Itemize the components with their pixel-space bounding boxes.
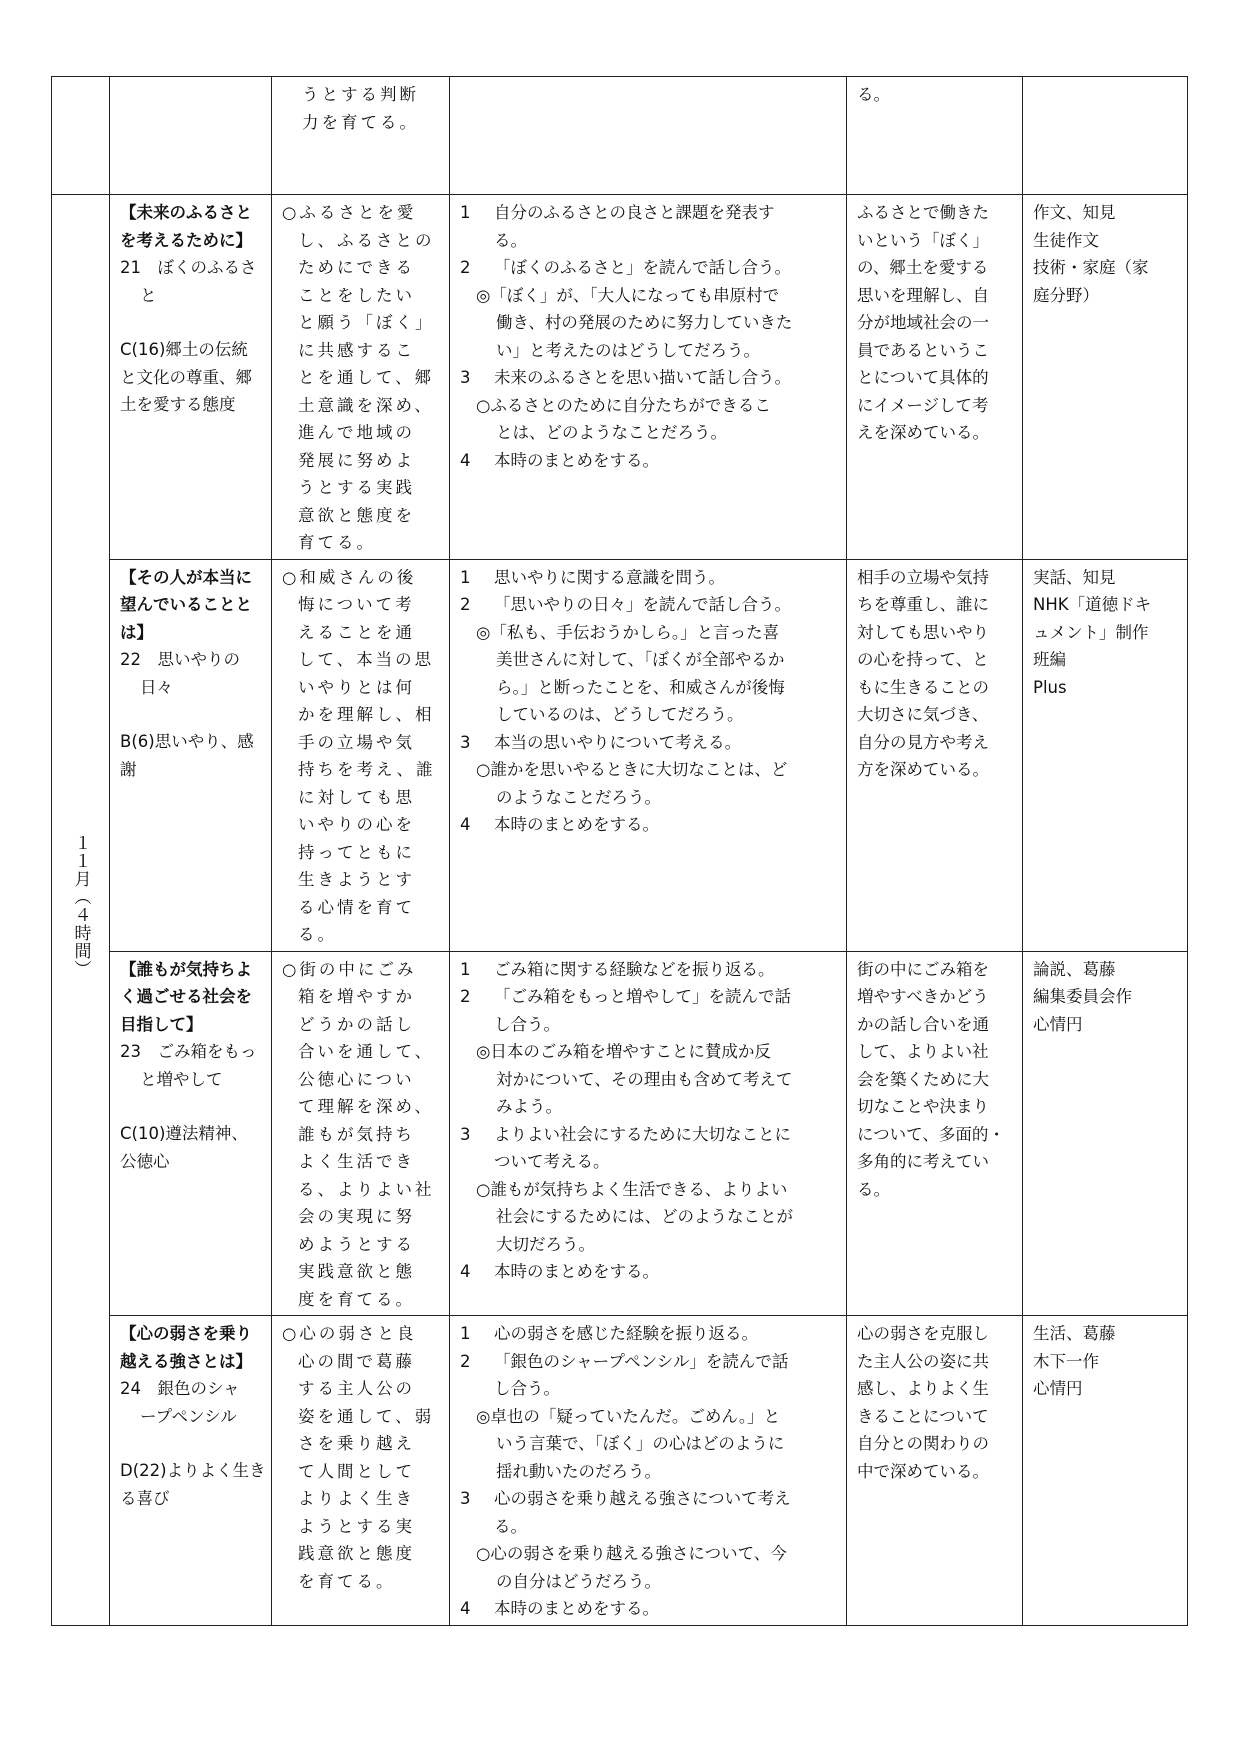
- question-text: 日本のごみ箱を増やすことに賛成か反: [490, 1042, 771, 1061]
- eval-line: 思いを理解し、自: [857, 285, 989, 305]
- note-line: 庭分野）: [1033, 285, 1099, 305]
- question-marker: ○: [476, 1179, 491, 1199]
- aim-line: めようとする: [298, 1234, 415, 1254]
- flow-cell: [450, 1316, 847, 1626]
- flow-step: [460, 1258, 841, 1286]
- question-text: 対かについて、その理由も含めて考えて: [496, 1069, 793, 1089]
- question-text: 誰もが気持ちよく生活できる、よりよい: [490, 1179, 788, 1199]
- step-text: る。: [494, 1516, 527, 1536]
- question-text: 心の弱さを乗り越える強さについて、今: [490, 1544, 787, 1563]
- aim-line: えることを通: [298, 622, 415, 642]
- step-text: 本時のまとめをする。: [494, 1599, 659, 1618]
- value-item-line: C(10)遵法精神、: [120, 1124, 248, 1143]
- aim-cell: [272, 559, 450, 951]
- value-item-line: D(22)よりよく生き: [120, 1461, 266, 1480]
- step-text: し合う。: [494, 1014, 560, 1034]
- eval-line: して、よりよい社: [857, 1042, 989, 1061]
- flow-question: [460, 392, 841, 420]
- flow-question: [460, 1403, 841, 1431]
- spacer: [120, 1430, 266, 1457]
- step-number: 4: [460, 1262, 471, 1281]
- aim-line: る心情を育て: [298, 897, 415, 917]
- title-cell: [110, 951, 272, 1316]
- eval-line: の、郷土を愛する: [857, 258, 989, 277]
- flow-step: [460, 564, 841, 592]
- step-text: 思いやりに関する意識を問う。: [494, 567, 725, 587]
- step-number: 3: [460, 1124, 471, 1144]
- value-item-line: 土を愛する態度: [120, 395, 236, 414]
- note-cell: [1023, 951, 1188, 1316]
- step-number: 3: [460, 1489, 471, 1508]
- flow-step: [460, 1320, 841, 1348]
- eval-line: 対しても思いやり: [857, 622, 989, 642]
- step-number: 1: [460, 959, 471, 979]
- aim-line: 意欲と態度を: [298, 505, 415, 525]
- question-text: しているのは、どうしてだろう。: [496, 705, 744, 724]
- question-text: 美世さんに対して、「ぼくが全部やるか: [496, 650, 785, 669]
- aim-line: 育てる。: [298, 533, 376, 552]
- note-line: 編集委員会作: [1033, 987, 1132, 1006]
- lesson-title-line: 【誰もが気持ちよ: [120, 959, 252, 979]
- aim-line: 誰もが気持ち: [298, 1124, 415, 1144]
- eval-cell: [847, 195, 1023, 560]
- aim-line: ようとする実: [298, 1516, 415, 1536]
- lesson-number-title: 23 ごみ箱をもっ: [120, 1042, 257, 1061]
- eval-line: 街の中にごみ箱を: [857, 959, 989, 979]
- question-text: 大切だろう。: [496, 1234, 595, 1254]
- eval-line: 切なことや決まり: [857, 1097, 989, 1116]
- aim-line: て理解を深め、: [298, 1097, 434, 1116]
- flow-step: [460, 983, 841, 1011]
- eval-cell: [847, 77, 1023, 195]
- aim-line: ことをしたい: [298, 285, 415, 305]
- eval-line: 会を築くために大: [857, 1069, 989, 1089]
- eval-line: 自分の見方や考え: [857, 732, 989, 752]
- eval-line: の心を持って、と: [857, 650, 989, 669]
- step-number: 2: [460, 258, 471, 277]
- eval-line: とについて具体的: [857, 368, 989, 387]
- eval-line: 員であるというこ: [857, 340, 989, 360]
- eval-cell: [847, 951, 1023, 1316]
- title-cell: [110, 195, 272, 560]
- spacer: [120, 701, 266, 728]
- note-line: 論説、葛藤: [1033, 959, 1116, 979]
- value-item-line: と文化の尊重、郷: [120, 367, 252, 387]
- note-line: 心情円: [1033, 1014, 1083, 1034]
- flow-cell-empty: [450, 77, 847, 195]
- question-text: ふるさとのために自分たちができるこ: [490, 395, 771, 415]
- title-cell: [110, 559, 272, 951]
- flow-step: [460, 1595, 841, 1623]
- eval-line: について、多面的・: [857, 1124, 1005, 1144]
- aim-line: 生きようとす: [298, 870, 415, 889]
- aim-line: 会の実現に努: [298, 1207, 415, 1226]
- lesson-title-line: 【その人が本当に: [120, 567, 252, 587]
- flow-question: [460, 1540, 841, 1568]
- aim-line: うとする判断: [302, 85, 419, 104]
- question-marker: ○: [476, 395, 491, 415]
- table-row-lesson-21: [52, 195, 1188, 560]
- step-text: 心の弱さを感じた経験を振り返る。: [494, 1324, 758, 1343]
- aim-line: 度を育てる。: [298, 1289, 415, 1309]
- lesson-number-title: 24 銀色のシャ: [120, 1379, 240, 1398]
- note-line: 生活、葛藤: [1033, 1324, 1116, 1343]
- value-item-line: 謝: [120, 759, 137, 779]
- value-item-line: C(16)郷土の伝統: [120, 340, 248, 359]
- step-text: 自分のふるさとの良さと課題を発表す: [494, 203, 775, 222]
- aim-line: 践意欲と態度: [298, 1544, 415, 1563]
- aim-line: ○街の中にごみ: [282, 959, 417, 979]
- lesson-title-line: は】: [120, 622, 153, 642]
- eval-line: にイメージして考: [857, 395, 989, 415]
- note-line: 木下一作: [1033, 1351, 1099, 1371]
- eval-line: る。: [857, 85, 890, 104]
- step-text: ごみ箱に関する経験などを振り返る。: [494, 959, 775, 979]
- step-text: 本時のまとめをする。: [494, 1262, 659, 1281]
- lesson-number-title: ープペンシル: [140, 1406, 237, 1426]
- question-text: とは、どのようなことだろう。: [496, 423, 727, 442]
- table-row-continued: [52, 77, 1188, 195]
- aim-line: いやりの心を: [298, 815, 415, 834]
- question-text: みよう。: [496, 1097, 562, 1116]
- step-text: る。: [494, 230, 527, 250]
- step-text: ついて考える。: [494, 1152, 610, 1171]
- month-cell: [52, 195, 110, 1626]
- flow-step: [460, 956, 841, 984]
- lesson-title-line: 越える強さとは】: [120, 1351, 252, 1371]
- aim-line: 力を育てる。: [302, 112, 419, 132]
- note-line: 技術・家庭（家: [1033, 258, 1149, 277]
- question-text: いう言葉で、「ぼく」の心はどのように: [496, 1434, 785, 1453]
- note-line: Plus: [1033, 677, 1067, 697]
- flow-question: [460, 619, 841, 647]
- step-number: 4: [460, 815, 471, 834]
- eval-line: 大切さに気づき、: [857, 705, 989, 724]
- note-line: NHK「道徳ドキ: [1033, 595, 1152, 614]
- spacer: [120, 1093, 266, 1120]
- question-marker: ◎: [476, 1406, 491, 1426]
- aim-line: 箱を増やすか: [298, 987, 415, 1006]
- aim-line: いやりとは何: [298, 677, 415, 697]
- aim-cell: [272, 77, 450, 195]
- eval-line: 分が地域社会の一: [857, 313, 989, 332]
- step-text: 心の弱さを乗り越える強さについて考え: [494, 1489, 791, 1508]
- value-item-line: る喜び: [120, 1488, 170, 1508]
- eval-cell: [847, 559, 1023, 951]
- lesson-number-title: 22 思いやりの: [120, 650, 240, 669]
- aim-line: ○ふるさとを愛: [282, 203, 417, 222]
- step-number: 4: [460, 450, 471, 470]
- eval-line: 増やすべきかどう: [857, 987, 989, 1006]
- eval-line: 多角的に考えてい: [857, 1152, 989, 1171]
- spacer: [120, 309, 266, 336]
- title-cell-empty: [110, 77, 272, 195]
- flow-question: [460, 756, 841, 784]
- aim-line: 持ちを考え、誰: [298, 760, 436, 779]
- note-line: 実話、知見: [1033, 567, 1116, 587]
- flow-step: [460, 729, 841, 757]
- note-cell: [1023, 195, 1188, 560]
- flow-step: [460, 254, 841, 282]
- question-marker: ◎: [476, 285, 491, 305]
- aim-line: 進んで地域の: [298, 423, 415, 442]
- note-cell-empty: [1023, 77, 1188, 195]
- question-text: 働き、村の発展のために努力していきた: [496, 313, 793, 332]
- step-text: よりよい社会にするために大切なことに: [494, 1124, 791, 1144]
- aim-line: 実践意欲と態: [298, 1262, 415, 1281]
- aim-line: 持ってともに: [298, 842, 415, 862]
- eval-line: 相手の立場や気持: [857, 567, 989, 587]
- aim-cell: [272, 1316, 450, 1626]
- flow-step: [460, 1485, 841, 1513]
- aim-cell: [272, 951, 450, 1316]
- aim-line: を育てる。: [298, 1571, 396, 1591]
- question-text: 揺れ動いたのだろう。: [496, 1461, 661, 1481]
- note-line: 心情円: [1033, 1379, 1083, 1398]
- aim-line: とを通して、郷: [298, 368, 435, 387]
- value-item-line: 公徳心: [120, 1151, 170, 1171]
- step-text: 「思いやりの日々」を読んで話し合う。: [494, 595, 791, 614]
- lesson-title-line: 【未来のふるさと: [120, 203, 252, 222]
- lesson-number-title: 21 ぼくのふるさ: [120, 258, 257, 277]
- aim-line: どうかの話し: [298, 1014, 415, 1034]
- eval-line: きることについて: [857, 1406, 989, 1426]
- eval-line: 方を深めている。: [857, 760, 989, 779]
- lesson-number-title: と: [140, 285, 157, 305]
- question-text: 誰かを思いやるときに大切なことは、ど: [490, 760, 788, 779]
- eval-line: 自分との関わりの: [857, 1434, 989, 1453]
- aim-line: かを理解し、相: [298, 705, 435, 724]
- aim-line: うとする実践: [298, 478, 415, 497]
- step-text: 「ぼくのふるさと」を読んで話し合う。: [494, 258, 791, 277]
- aim-line: 発展に努めよ: [298, 450, 415, 470]
- question-text: い」と考えたのはどうしてだろう。: [496, 340, 760, 360]
- note-line: 班編: [1033, 650, 1066, 669]
- aim-line: ○心の弱さと良: [282, 1324, 417, 1343]
- question-text: 「ぼく」が、「大人になっても串原村で: [490, 285, 780, 305]
- question-text: 「私も、手伝おうかしら。」と言った喜: [490, 622, 780, 642]
- question-text: のようなことだろう。: [496, 787, 661, 807]
- step-text: 「銀色のシャープペンシル」を読んで話: [494, 1351, 789, 1371]
- eval-line: えを深めている。: [857, 423, 989, 442]
- lesson-title-line: 目指して】: [120, 1014, 203, 1034]
- aim-line: 土意識を深め、: [298, 395, 434, 415]
- eval-line: いという「ぼく」: [857, 230, 989, 250]
- note-cell: [1023, 1316, 1188, 1626]
- table-row-lesson-22: [52, 559, 1188, 951]
- flow-step: [460, 1121, 841, 1149]
- lesson-plan-table: [51, 76, 1188, 1626]
- step-number: 2: [460, 987, 471, 1006]
- question-marker: ○: [476, 760, 491, 779]
- flow-step: [460, 447, 841, 475]
- value-item-line: B(6)思いやり、感: [120, 732, 254, 751]
- flow-step: [460, 591, 841, 619]
- lesson-title-line: 【心の弱さを乗り: [120, 1324, 252, 1343]
- question-text: の自分はどうだろう。: [496, 1571, 661, 1591]
- aim-line: さを乗り越え: [298, 1434, 415, 1453]
- flow-cell: [450, 559, 847, 951]
- aim-line: よりよく生き: [298, 1489, 415, 1508]
- lesson-title-line: く過ごせる社会を: [120, 987, 252, 1006]
- aim-line: して、本当の思: [298, 650, 435, 669]
- step-number: 4: [460, 1599, 471, 1618]
- step-number: 2: [460, 595, 471, 614]
- note-line: ュメント」制作: [1033, 622, 1149, 642]
- eval-line: 心の弱さを克服し: [857, 1324, 989, 1343]
- aim-line: る、よりよい社: [298, 1179, 435, 1199]
- step-number: 1: [460, 1324, 471, 1343]
- step-number: 3: [460, 732, 471, 752]
- flow-question: [460, 282, 841, 310]
- aim-line: 公徳心につい: [298, 1069, 415, 1089]
- step-text: 未来のふるさとを思い描いて話し合う。: [494, 368, 791, 387]
- aim-line: に共感するこ: [298, 340, 415, 360]
- question-marker: ◎: [476, 1042, 491, 1061]
- note-cell: [1023, 559, 1188, 951]
- flow-step: [460, 811, 841, 839]
- aim-line: 心の間で葛藤: [298, 1351, 415, 1371]
- aim-line: に対しても思: [298, 787, 415, 807]
- lesson-number-title: 日々: [140, 677, 173, 697]
- aim-line: ためにできる: [298, 258, 415, 277]
- table-row-lesson-24: [52, 1316, 1188, 1626]
- step-number: 2: [460, 1351, 471, 1371]
- question-text: 社会にするためには、どのようなことが: [496, 1207, 793, 1226]
- aim-line: よく生活でき: [298, 1152, 415, 1171]
- aim-line: 姿を通して、弱: [298, 1406, 435, 1426]
- aim-line: する主人公の: [298, 1379, 415, 1398]
- step-number: 1: [460, 203, 471, 222]
- step-text: し合う。: [494, 1379, 560, 1398]
- flow-question: [460, 1038, 841, 1066]
- flow-cell: [450, 951, 847, 1316]
- question-marker: ○: [476, 1544, 491, 1563]
- aim-line: 悔について考: [298, 595, 415, 614]
- flow-question: [460, 1176, 841, 1204]
- eval-line: もに生きることの: [857, 677, 989, 697]
- eval-line: 中で深めている。: [857, 1461, 989, 1481]
- aim-cell: [272, 195, 450, 560]
- step-text: 「ごみ箱をもっと増やして」を読んで話: [494, 987, 791, 1006]
- question-text: 卓也の「疑っていたんだ。ごめん。」と: [490, 1406, 781, 1426]
- step-text: 本時のまとめをする。: [494, 450, 659, 470]
- eval-line: た主人公の姿に共: [857, 1351, 989, 1371]
- step-text: 本時のまとめをする。: [494, 815, 659, 834]
- note-line: 作文、知見: [1033, 203, 1116, 222]
- lesson-title-line: 望んでいることと: [120, 595, 252, 614]
- question-text: ら。」と断ったことを、和威さんが後悔: [496, 677, 785, 697]
- step-number: 1: [460, 567, 471, 587]
- month-cell-empty: [52, 77, 110, 195]
- step-number: 3: [460, 368, 471, 387]
- eval-line: ちを尊重し、誰に: [857, 595, 989, 614]
- eval-line: る。: [857, 1179, 890, 1199]
- flow-step: [460, 364, 841, 392]
- flow-step: [460, 1348, 841, 1376]
- aim-line: 手の立場や気: [298, 732, 415, 752]
- aim-line: て人間として: [298, 1461, 415, 1481]
- eval-line: ふるさとで働きた: [857, 203, 989, 222]
- aim-line: る。: [298, 925, 337, 944]
- eval-line: 感し、よりよく生: [857, 1379, 989, 1398]
- flow-step: [460, 199, 841, 227]
- aim-line: 合いを通して、: [298, 1042, 435, 1061]
- table-row-lesson-23: [52, 951, 1188, 1316]
- aim-line: と願う「ぼく」: [298, 313, 435, 332]
- lesson-title-line: を考えるために】: [120, 230, 252, 250]
- eval-line: かの話し合いを通: [857, 1014, 989, 1034]
- step-text: 本当の思いやりについて考える。: [494, 732, 742, 752]
- flow-cell: [450, 195, 847, 560]
- title-cell: [110, 1316, 272, 1626]
- note-line: 生徒作文: [1033, 230, 1099, 250]
- question-marker: ◎: [476, 622, 491, 642]
- aim-line: し、ふるさとの: [298, 230, 435, 250]
- month-label: １１月（４時間）: [70, 833, 91, 978]
- aim-line: ○和威さんの後: [282, 567, 417, 587]
- eval-cell: [847, 1316, 1023, 1626]
- lesson-number-title: と増やして: [140, 1069, 223, 1089]
